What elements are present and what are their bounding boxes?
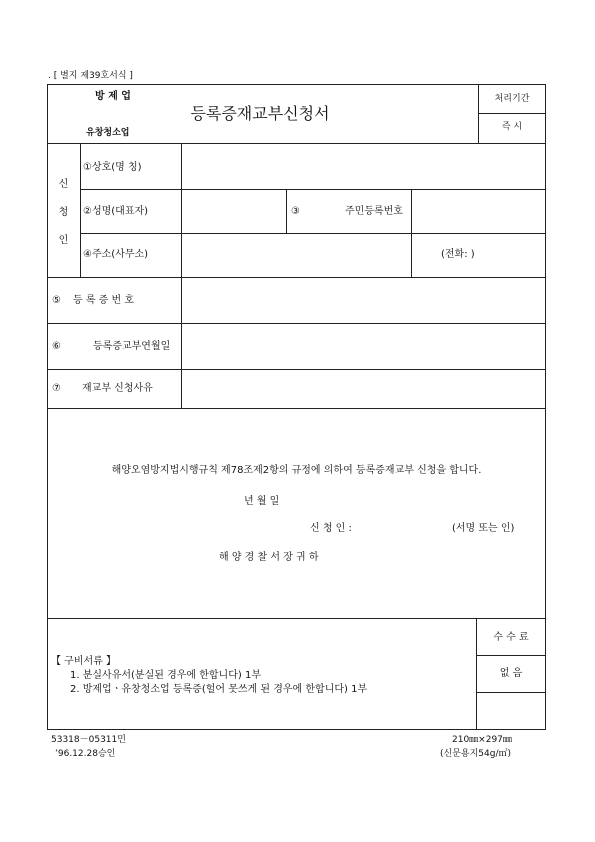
group-divider: [80, 143, 81, 277]
applicant-group-label-2: 청: [58, 207, 69, 218]
attachments-heading: 【 구비서류 】: [51, 656, 116, 667]
business-name-label: ①상호(명 칭): [83, 162, 142, 173]
registration-number-label: 등 록 증 번 호: [73, 295, 135, 306]
signature-note: (서명 또는 인): [452, 523, 515, 534]
resident-number-field[interactable]: [412, 190, 545, 232]
name-divider: [286, 189, 287, 233]
registration-number-field[interactable]: [182, 278, 545, 322]
paper-type: (신문용지54g/㎡): [440, 749, 511, 759]
address-field[interactable]: [182, 234, 410, 276]
reason-label: 재교부 신청사유: [82, 383, 153, 394]
issue-date-label: 등록증교부연월일: [93, 341, 171, 352]
processing-label: 처리기간: [494, 94, 530, 104]
form-code: 53318－05311민: [51, 735, 126, 745]
row-line: [47, 618, 546, 619]
address-label: ④주소(사무소): [83, 249, 149, 260]
processing-split: [478, 113, 546, 114]
registration-number-index: ⑤: [52, 295, 61, 306]
approval-date: ’96.12.28승인: [55, 749, 116, 759]
applicant-group-label-3: 인: [58, 235, 69, 246]
reason-field[interactable]: [182, 370, 545, 407]
attachment-item-2: 2. 방제업ㆍ유창청소업 등록증(헐어 못쓰게 된 경우에 한합니다) 1부: [70, 684, 368, 695]
fee-split: [476, 655, 546, 656]
reason-index: ⑦: [52, 383, 61, 394]
form-title: 등록증재교부신청서: [190, 104, 330, 123]
org-top-label: 방 제 업: [95, 91, 131, 102]
fee-value: 없 음: [499, 668, 523, 679]
issue-date-field[interactable]: [182, 324, 545, 368]
processing-divider: [478, 84, 479, 143]
paper-size: 210㎜×297㎜: [452, 735, 512, 745]
issue-date-index: ⑥: [52, 341, 61, 352]
form-number-note: . [ 별지 제39호서식 ]: [48, 71, 133, 81]
name-field[interactable]: [182, 190, 285, 232]
fee-label: 수 수 료: [493, 632, 529, 643]
resident-number-label: 주민등록번호: [345, 206, 403, 217]
declaration-statement: 해양오염방지법시행규칙 제78조제2항의 규정에 의하여 등록증재교부 신청을 합니다.: [111, 465, 482, 476]
attachment-item-1: 1. 분실사유서(분실된 경우에 한합니다) 1부: [70, 670, 261, 681]
org-bottom-label: 유창청소업: [86, 128, 130, 138]
date-line: 년 월 일: [244, 496, 280, 507]
applicant-group-label-1: 신: [58, 179, 69, 190]
addressee: 해 양 경 찰 서 장 귀 하: [219, 552, 319, 563]
resident-number-index: ③: [291, 206, 300, 217]
phone-label: (전화: ): [441, 249, 475, 260]
applicant-signature-label: 신 청 인 :: [310, 523, 352, 534]
row-line: [47, 408, 546, 409]
fee-split: [476, 692, 546, 693]
processing-value: 즉 시: [501, 122, 523, 132]
business-name-field[interactable]: [182, 144, 545, 188]
name-label: ②성명(대표자): [83, 206, 149, 217]
applicant-signature-field[interactable]: [372, 518, 444, 536]
